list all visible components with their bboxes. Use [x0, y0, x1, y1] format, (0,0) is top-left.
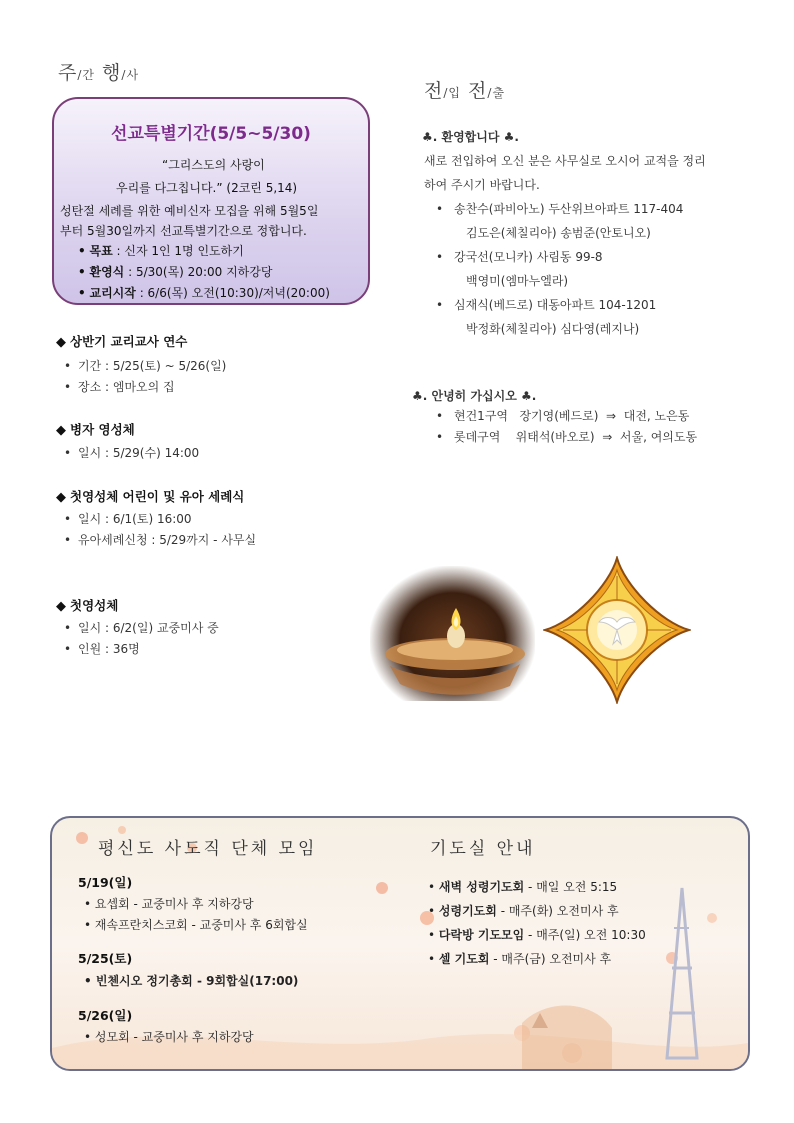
meeting-date: 5/19(일) — [78, 875, 133, 890]
newcomer-family: 백영미(엠마누엘라) — [466, 274, 569, 288]
meeting-date: 5/26(일) — [78, 1008, 133, 1023]
list-item: • 인원 : 36명 — [64, 642, 140, 656]
move-in-out-heading: 전/입 전/출 — [424, 80, 506, 102]
weekly-events-heading: 주/간 행/사 — [58, 62, 140, 84]
list-item: • 유아세례신청 : 5/29까지 - 사무실 — [64, 533, 257, 547]
list-item: • 장소 : 엠마오의 집 — [64, 380, 175, 394]
welcome-title: ♣. 환영합니다 ♣. — [422, 130, 519, 144]
section-title-first-communion-baptism: ◆ 첫영성체 어린이 및 유아 세례식 — [56, 489, 245, 505]
candle-image — [370, 566, 535, 701]
meeting-item: • 성모회 - 교중미사 후 지하강당 — [84, 1030, 254, 1044]
section-title-teacher-training: ◆ 상반기 교리교사 연수 — [56, 334, 188, 350]
section-title-sick-communion: ◆ 병자 영성체 — [56, 422, 135, 438]
prayer-room-heading: 기도실 안내 — [430, 839, 536, 859]
farewell-title: ♣. 안녕히 가십시오 ♣. — [412, 389, 537, 403]
mission-title: 선교특별기간(5/5~5/30) — [111, 124, 311, 144]
leaver-item: • 현건1구역 장기영(베드로) ⇒ 대전, 노은동 — [436, 409, 690, 423]
mission-period-box — [52, 97, 370, 305]
newcomer-item: • 송찬수(파비아노) 두산위브아파트 117-404 — [436, 202, 684, 216]
mission-quote-line2: 우리를 다그칩니다.” (2코린 5,14) — [116, 181, 298, 195]
mission-desc-line1: 성탄절 세례를 위한 예비신자 모집을 위해 5월5일 — [60, 204, 319, 218]
welcome-line2: 하여 주시기 바랍니다. — [424, 178, 540, 192]
lay-groups-heading: 평신도 사도직 단체 모임 — [98, 839, 318, 859]
mission-bullet-class-start: • 교리시작 : 6/6(목) 오전(10:30)/저녁(20:00) — [78, 286, 330, 300]
mission-quote-line1: “그리스도의 사랑이 — [162, 158, 265, 172]
section-title-first-communion: ◆ 첫영성체 — [56, 598, 119, 614]
mission-bullet-welcome: • 환영식 : 5/30(목) 20:00 지하강당 — [78, 265, 273, 279]
list-item: • 기간 : 5/25(토) ~ 5/26(일) — [64, 359, 227, 373]
meeting-date: 5/25(토) — [78, 951, 133, 966]
mission-desc-line2: 부터 5월30일까지 선교특별기간으로 정합니다. — [60, 224, 307, 238]
list-item: • 일시 : 5/29(수) 14:00 — [64, 446, 200, 460]
newcomer-item: • 심재식(베드로) 대동아파트 104-1201 — [436, 298, 657, 312]
meeting-item: • 재속프란치스코회 - 교중미사 후 6회합실 — [84, 918, 308, 932]
prayer-item: • 새벽 성령기도회 - 매일 오전 5:15 — [428, 880, 618, 894]
list-item: • 일시 : 6/2(일) 교중미사 중 — [64, 621, 219, 635]
newcomer-item: • 강국선(모니카) 사림동 99-8 — [436, 250, 603, 264]
newcomer-family: 김도은(체칠리아) 송범준(안토니오) — [466, 226, 651, 240]
prayer-item: • 셀 기도회 - 매주(금) 오전미사 후 — [428, 952, 612, 966]
welcome-line1: 새로 전입하여 오신 분은 사무실로 오시어 교적을 정리 — [424, 154, 706, 168]
newcomer-family: 박정화(체칠리아) 심다영(레지나) — [466, 322, 640, 336]
prayer-item: • 성령기도회 - 매주(화) 오전미사 후 — [428, 904, 619, 918]
bottom-info-box — [50, 816, 750, 1071]
list-item: • 일시 : 6/1(토) 16:00 — [64, 512, 192, 526]
meeting-item: • 빈첸시오 정기총회 - 9회합실(17:00) — [84, 974, 299, 988]
dove-cross-image — [543, 556, 691, 704]
mission-bullet-goal: • 목표 : 신자 1인 1명 인도하기 — [78, 244, 244, 258]
leaver-item: • 롯데구역 위태석(바오로) ⇒ 서울, 여의도동 — [436, 430, 698, 444]
meeting-item: • 요셉회 - 교중미사 후 지하강당 — [84, 897, 254, 911]
prayer-item: • 다락방 기도모임 - 매주(일) 오전 10:30 — [428, 928, 646, 942]
